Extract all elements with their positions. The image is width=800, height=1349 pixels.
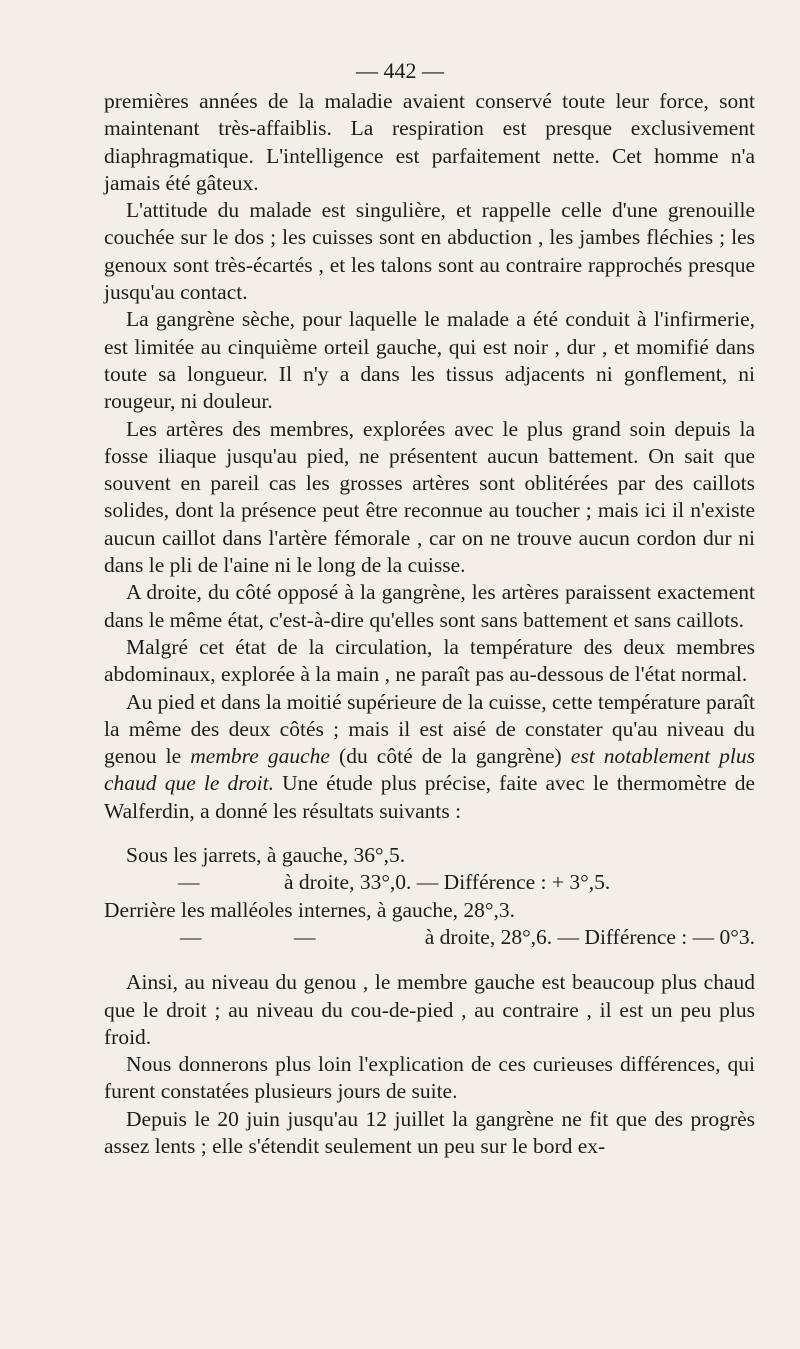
measurement-text: à droite, 28°,6. — Différence : — 0°3. xyxy=(424,924,755,949)
body-text xyxy=(104,88,755,1160)
paragraph-temperature xyxy=(104,689,755,825)
measurement-text: Sous les jarrets, à gauche, 36°,5. xyxy=(126,843,406,868)
paragraph-circulation: Malgré cet état de la circulation, la température des deux membres abdominaux, explorée à la main , ne paraît pas au-dessous de l'état normal. xyxy=(104,634,755,687)
italic-span: est notablement plus chaud que le droit. xyxy=(104,744,756,796)
measurement-row xyxy=(104,924,755,951)
paragraph-summary: Ainsi, au niveau du genou , le membre gauche est beaucoup plus chaud que le droit ; au niveau du cou-de-pied , au contraire , il est un peu plus froid. xyxy=(104,970,755,1049)
text-span: Au pied et dans la moitié supérieure de la cuisse, cette température paraît la même des deux côtés ; mais il est aisé de constater qu'au niveau du genou le xyxy=(104,689,755,769)
paragraph-explanation: Nous donnerons plus loin l'explication de ces curieuses différences, qui furent constatées plusieurs jours de suite. xyxy=(104,1052,755,1104)
ditto-dash: — xyxy=(180,924,202,949)
paragraph-right-side: A droite, du côté opposé à la gangrène, les artères paraissent exactement dans le même état, c'est-à-dire qu'elles sont sans battement et sans caillots. xyxy=(104,580,755,632)
ditto-dash: — xyxy=(178,870,200,895)
page-number: — 442 — xyxy=(356,58,444,83)
paragraph-attitude: L'attitude du malade est singulière, et rappelle celle d'une grenouille couchée sur le dos ; les cuisses sont en abduction , les jambes fléchies ; les genoux sont très-écartés , et les talons sont au contraire rapprochés presque jusqu'au contact. xyxy=(104,198,755,305)
text-span: (du côté de la gangrène) xyxy=(329,744,571,769)
measurement-table xyxy=(104,842,755,951)
ditto-dash: — xyxy=(294,924,316,949)
measurement-row xyxy=(104,842,755,869)
measurement-text: à droite, 33°,0. — Différence : + 3°,5. xyxy=(284,870,611,895)
text-span: Une étude plus précise, faite avec le thermomètre de Walferdin, a donné les résultats suivants : xyxy=(104,771,755,823)
paragraph-progress: Depuis le 20 juin jusqu'au 12 juillet la gangrène ne fit que des progrès assez lents ; elle s'étendit seulement un peu sur le bord ex- xyxy=(104,1106,755,1158)
paragraph-arteries: Les artères des membres, explorées avec le plus grand soin depuis la fosse iliaque jusqu'au pied, ne présentent aucun battement. On sait que souvent en pareil cas les grosses artères sont oblitérées par des caillots solides, dont la présence peut être reconnue au toucher ; mais ici il n'existe aucun caillot dans l'artère fémorale , car on ne trouve aucun cordon dur ni dans le pli de l'aine ni le long de la cuisse. xyxy=(104,416,755,578)
measurement-row xyxy=(104,897,755,924)
paragraph-continuation: premières années de la maladie avaient conservé toute leur force, sont maintenant très-affaiblis. La respiration est presque exclusivement diaphragmatique. L'intelligence est parfaitement nette. Cet homme n'a jamais été gâteux. xyxy=(104,89,755,195)
paragraph-gangrene: La gangrène sèche, pour laquelle le malade a été conduit à l'infirmerie, est limitée au cinquième orteil gauche, qui est noir , dur , et momifié dans toute sa longueur. Il n'y a dans les tissus adjacents ni gonflement, ni rougeur, ni douleur. xyxy=(104,307,755,414)
italic-span: membre gauche xyxy=(190,744,330,769)
measurement-row xyxy=(104,869,755,896)
measurement-text: Derrière les malléoles internes, à gauche, 28°,3. xyxy=(104,897,515,922)
